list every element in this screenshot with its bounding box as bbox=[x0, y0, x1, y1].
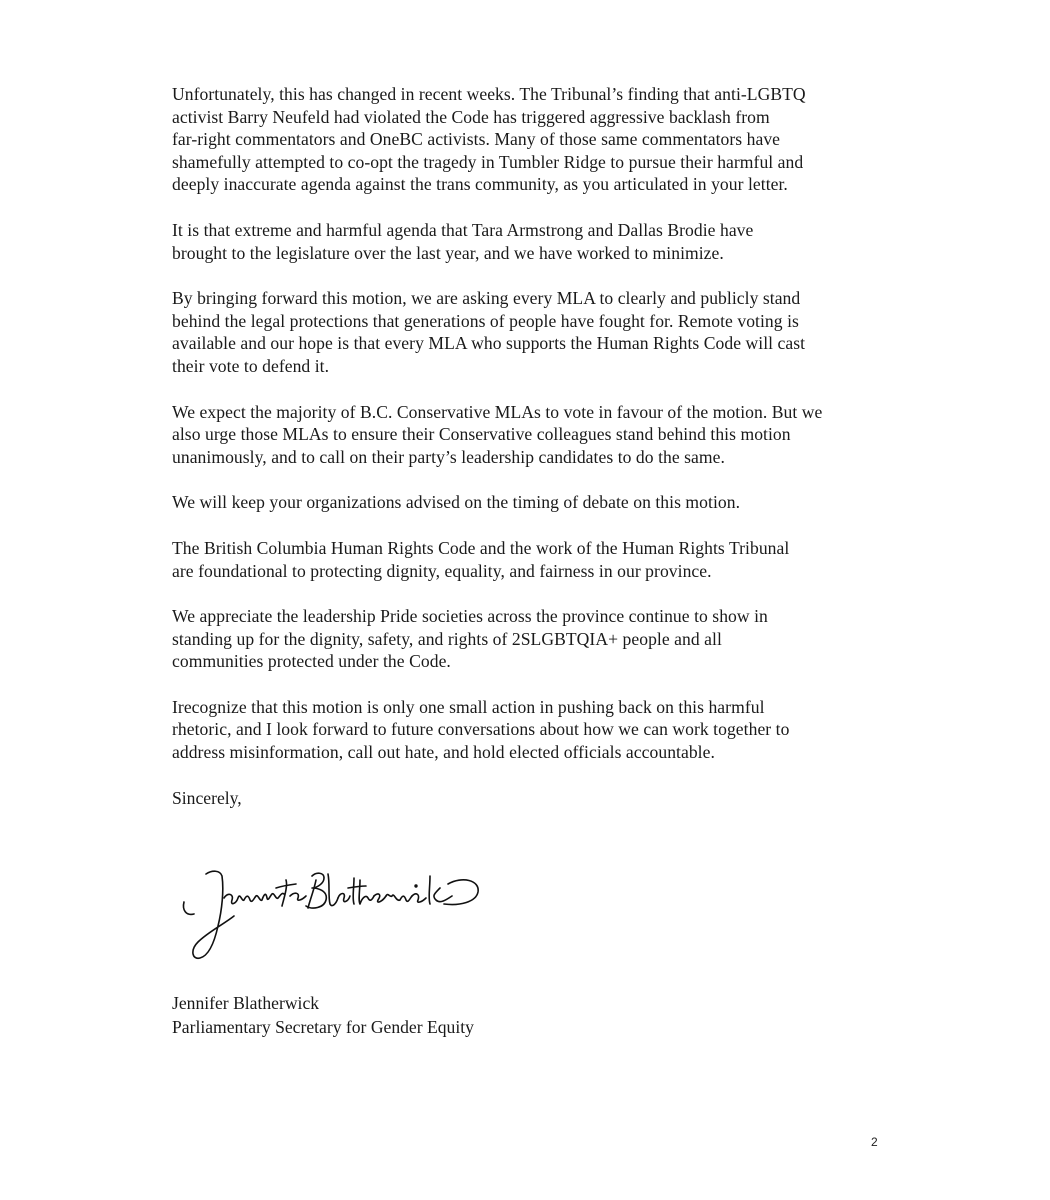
text-line: brought to the legislature over the last year, and we have worked to minimize. bbox=[172, 242, 724, 263]
text-line: unanimously, and to call on their party’s leadership candidates to do the same. bbox=[172, 446, 725, 467]
text-line: communities protected under the Code. bbox=[172, 651, 451, 672]
signer-name: Jennifer Blatherwick bbox=[172, 993, 320, 1013]
paragraph-motion bbox=[172, 287, 884, 377]
text-line: rhetoric, and I look forward to future conversations about how we can work together to bbox=[172, 719, 790, 740]
paragraph-timing bbox=[172, 491, 884, 514]
paragraph-recognize bbox=[172, 696, 884, 764]
signer-block bbox=[172, 992, 474, 1039]
paragraph-human-rights-code bbox=[172, 537, 884, 582]
text-line: standing up for the dignity, safety, and rights of 2SLGBTQIA+ people and all bbox=[172, 628, 722, 649]
closing-salutation: Sincerely, bbox=[172, 787, 242, 808]
text-line: far-right commentators and OneBC activists. Many of those same commentators have bbox=[172, 129, 781, 150]
text-line: behind the legal protections that generations of people have fought for. Remote voting is bbox=[172, 310, 799, 331]
text-line: By bringing forward this motion, we are asking every MLA to clearly and publicly stand bbox=[172, 288, 801, 309]
text-line: We appreciate the leadership Pride societies across the province continue to show in bbox=[172, 606, 768, 627]
paragraph-pride-societies bbox=[172, 605, 884, 673]
text-line: We will keep your organizations advised on the timing of debate on this motion. bbox=[172, 492, 741, 513]
paragraph-backlash bbox=[172, 83, 884, 196]
text-line: their vote to defend it. bbox=[172, 355, 330, 376]
signer-title: Parliamentary Secretary for Gender Equity bbox=[172, 1016, 474, 1037]
text-line: are foundational to protecting dignity, equality, and fairness in our province. bbox=[172, 560, 712, 581]
letter-body bbox=[172, 83, 884, 809]
text-line: The British Columbia Human Rights Code and the work of the Human Rights Tribunal bbox=[172, 537, 790, 558]
text-line: activist Barry Neufeld had violated the Code has triggered aggressive backlash from bbox=[172, 106, 770, 127]
text-line: Irecognize that this motion is only one small action in pushing back on this harmful bbox=[172, 696, 765, 717]
text-line: Unfortunately, this has changed in recent weeks. The Tribunal’s finding that anti-LGBTQ bbox=[172, 84, 806, 104]
text-line: shamefully attempted to co-opt the tragedy in Tumbler Ridge to pursue their harmful and bbox=[172, 151, 804, 172]
paragraph-conservatives bbox=[172, 401, 884, 469]
page-number: 2 bbox=[871, 1135, 878, 1149]
text-line: We expect the majority of B.C. Conservative MLAs to vote in favour of the motion. But we bbox=[172, 401, 823, 422]
text-line: available and our hope is that every MLA who supports the Human Rights Code will cast bbox=[172, 333, 806, 354]
text-line: It is that extreme and harmful agenda that Tara Armstrong and Dallas Brodie have bbox=[172, 219, 754, 240]
paragraph-agenda bbox=[172, 219, 884, 264]
text-line: address misinformation, call out hate, and hold elected officials accountable. bbox=[172, 742, 715, 763]
text-line: also urge those MLAs to ensure their Conservative colleagues stand behind this motion bbox=[172, 424, 791, 445]
handwritten-signature bbox=[172, 858, 502, 964]
text-line: deeply inaccurate agenda against the trans community, as you articulated in your letter. bbox=[172, 174, 788, 195]
